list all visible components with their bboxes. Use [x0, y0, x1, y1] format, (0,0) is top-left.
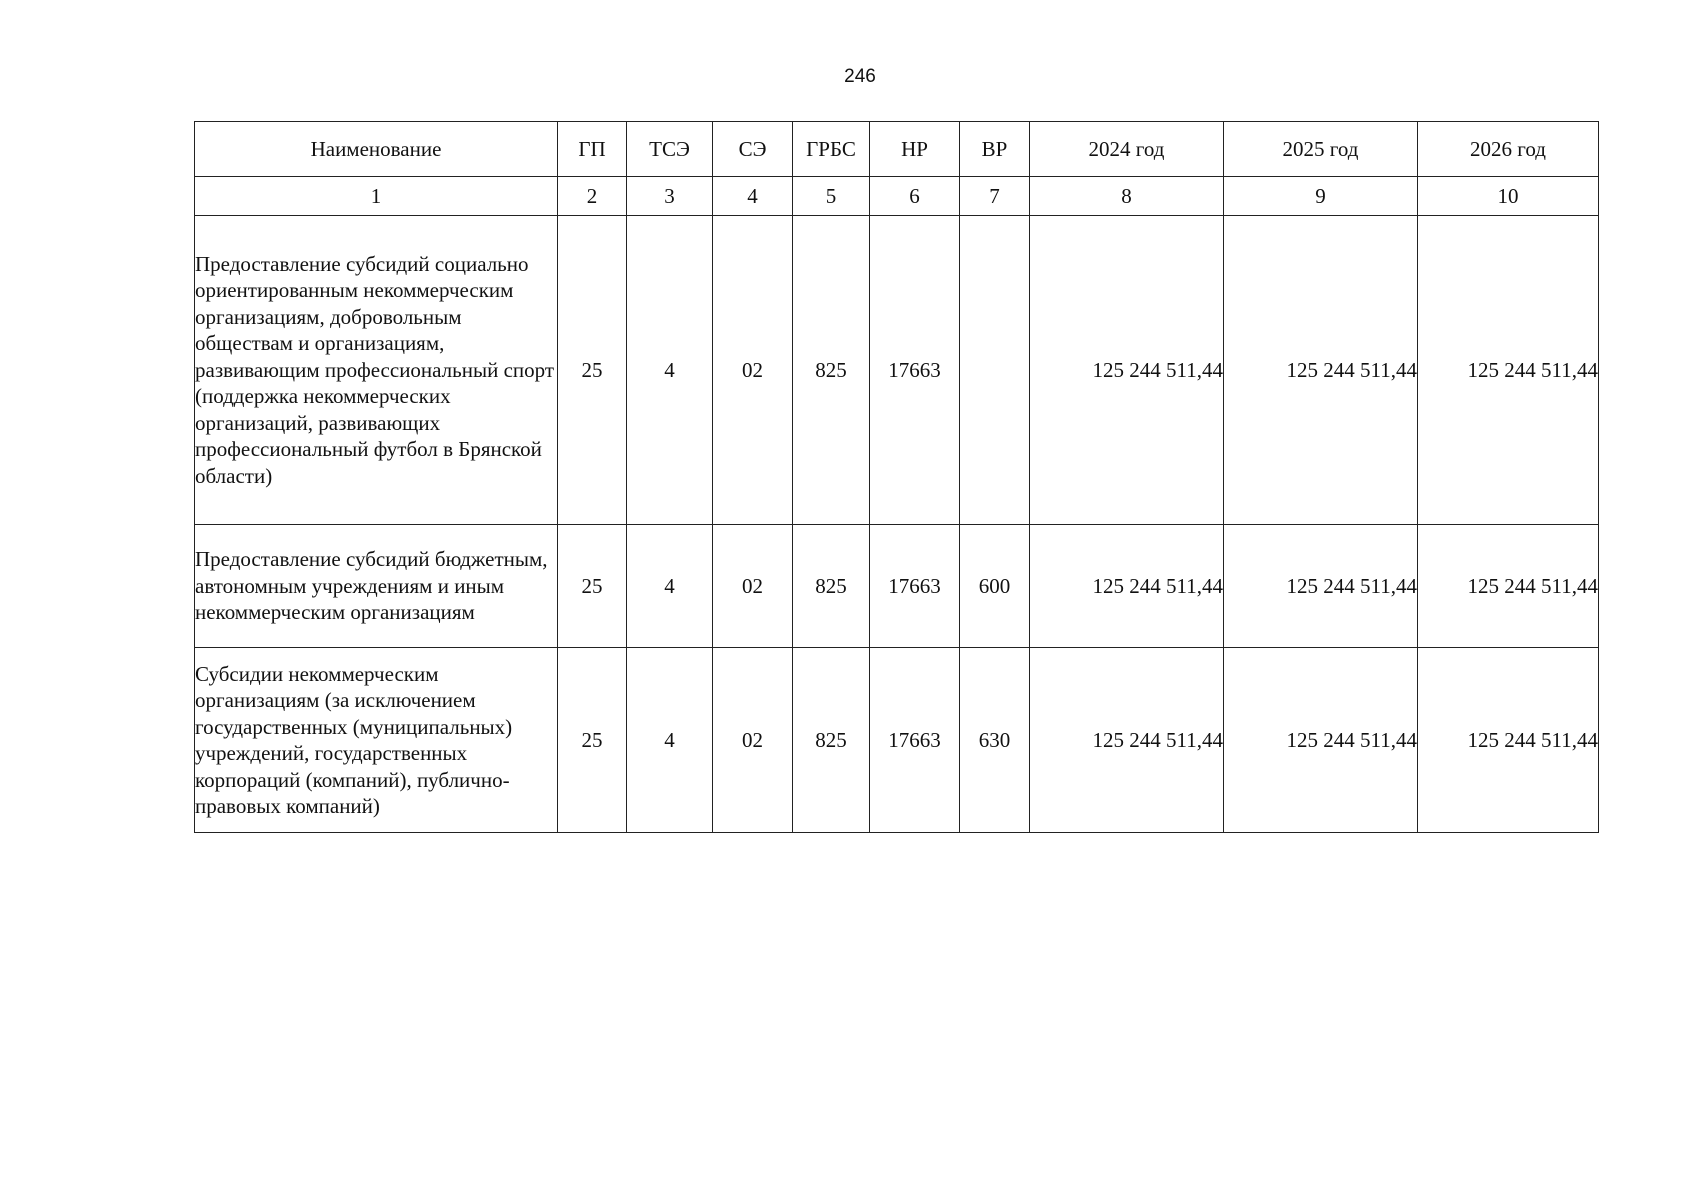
row-nr: 17663	[870, 648, 960, 833]
row-name: Предоставление субсидий бюджетным, автономным учреждениям и иным некоммерческим организациям	[195, 525, 558, 648]
column-header-name: Наименование	[195, 122, 558, 177]
column-number: 8	[1030, 177, 1224, 216]
row-amount-2025: 125 244 511,44	[1224, 525, 1418, 648]
row-amount-2024: 125 244 511,44	[1030, 216, 1224, 525]
row-grbs: 825	[793, 648, 870, 833]
row-tse: 4	[627, 216, 713, 525]
column-number: 6	[870, 177, 960, 216]
column-number: 2	[558, 177, 627, 216]
column-number: 10	[1418, 177, 1599, 216]
row-se: 02	[713, 648, 793, 833]
row-tse: 4	[627, 525, 713, 648]
row-amount-2025: 125 244 511,44	[1224, 216, 1418, 525]
row-vr	[960, 216, 1030, 525]
column-header-nr: НР	[870, 122, 960, 177]
column-number: 7	[960, 177, 1030, 216]
column-header-2025: 2025 год	[1224, 122, 1418, 177]
column-number: 9	[1224, 177, 1418, 216]
row-amount-2026: 125 244 511,44	[1418, 525, 1599, 648]
row-nr: 17663	[870, 216, 960, 525]
row-amount-2024: 125 244 511,44	[1030, 525, 1224, 648]
row-tse: 4	[627, 648, 713, 833]
row-amount-2025: 125 244 511,44	[1224, 648, 1418, 833]
row-nr: 17663	[870, 525, 960, 648]
column-header-2024: 2024 год	[1030, 122, 1224, 177]
column-number: 5	[793, 177, 870, 216]
row-amount-2024: 125 244 511,44	[1030, 648, 1224, 833]
row-name: Субсидии некоммерческим организациям (за исключением государственных (муниципальных) учреждений, государственных корпораций (компаний), публично-правовых компаний)	[195, 648, 558, 833]
column-number: 1	[195, 177, 558, 216]
row-grbs: 825	[793, 216, 870, 525]
row-gp: 25	[558, 648, 627, 833]
table-row	[195, 525, 1599, 648]
header-row	[195, 122, 1599, 177]
column-header-se: СЭ	[713, 122, 793, 177]
column-number: 3	[627, 177, 713, 216]
row-amount-2026: 125 244 511,44	[1418, 216, 1599, 525]
row-name: Предоставление субсидий социально ориентированным некоммерческим организациям, добровольным обществам и организациям, развивающим профессиональный спорт (поддержка некоммерческих организаций, развивающих профессиональный футбол в Брянской области)	[195, 216, 558, 525]
table-row	[195, 648, 1599, 833]
column-number-row	[195, 177, 1599, 216]
column-header-grbs: ГРБС	[793, 122, 870, 177]
row-vr: 600	[960, 525, 1030, 648]
row-vr: 630	[960, 648, 1030, 833]
column-header-tse: ТСЭ	[627, 122, 713, 177]
page-number: 246	[844, 66, 876, 87]
row-se: 02	[713, 216, 793, 525]
column-number: 4	[713, 177, 793, 216]
column-header-vr: ВР	[960, 122, 1030, 177]
budget-table	[194, 121, 1599, 833]
column-header-2026: 2026 год	[1418, 122, 1599, 177]
row-gp: 25	[558, 525, 627, 648]
table-row	[195, 216, 1599, 525]
row-se: 02	[713, 525, 793, 648]
row-gp: 25	[558, 216, 627, 525]
column-header-gp: ГП	[558, 122, 627, 177]
row-amount-2026: 125 244 511,44	[1418, 648, 1599, 833]
row-grbs: 825	[793, 525, 870, 648]
